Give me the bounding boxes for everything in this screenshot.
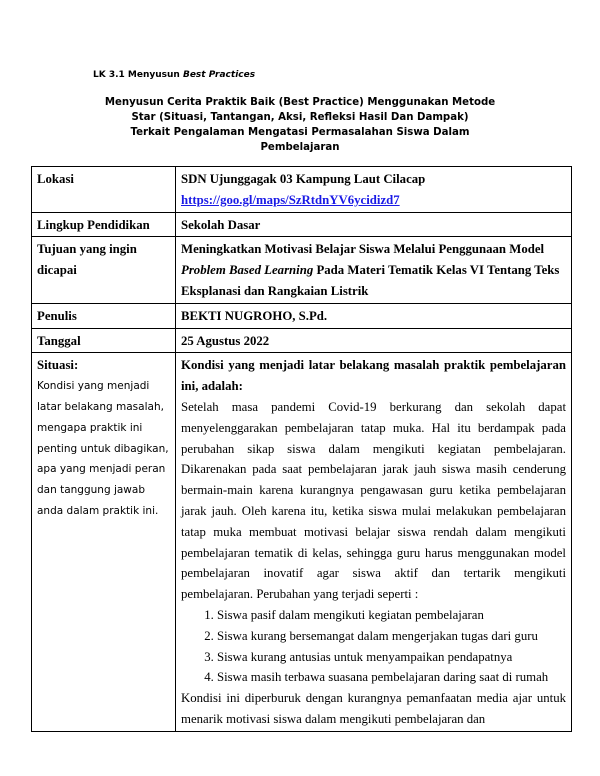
row-situasi [32,353,572,731]
title-line-2: Star (Situasi, Tantangan, Aksi, Refleksi Hasil Dan Dampak) [131,112,469,123]
tujuan-post: Pada Materi Tematik Kelas VI Tentang Teks Eksplanasi dan Rangkaian Listrik [181,263,560,298]
list-item: 2. Siswa kurang bersemangat dalam mengerjakan tugas dari guru [217,626,566,647]
situasi-paragraph: Setelah masa pandemi Covid-19 berkurang dan sekolah dapat menyelenggarakan pembelajaran tatap muka. Hal itu berdampak pada perubahan sikap siswa dalam mengikuti kegiatan pembelajaran. Dikarenakan pada saat pembelajaran jarak jauh siswa masih cenderung bermain-main karena kurangnya pengawasan guru ketika pembelajaran jarak jauh. Oleh karena itu, ketika siswa mulai melakukan pembelajaran tatap muka membuat motivasi belajar siswa rendah dalam mengikuti pembelajaran tematik di kelas, sehingga guru harus menggunakan model pembelajaran inovatif agar siswa aktif dan tertarik mengikuti pembelajaran. Perubahan yang terjadi seperti : [181,399,566,602]
worksheet-label [93,70,255,80]
row-lingkup [32,212,572,237]
row-lokasi [32,167,572,213]
school-name: SDN Ujunggagak 03 Kampung Laut Cilacap [181,172,426,186]
row-penulis [32,303,572,328]
label-penulis: Penulis [32,303,176,328]
row-tanggal [32,328,572,353]
situasi-list [181,605,566,688]
document-title [80,95,520,155]
title-line-3: Terkait Pengalaman Mengatasi Permasalahan Siswa Dalam [130,127,470,138]
label-situasi-cell [32,353,176,731]
value-lokasi [176,167,572,213]
label-tujuan: Tujuan yang ingin dicapai [32,237,176,303]
situasi-heading: Kondisi yang menjadi latar belakang masalah praktik pembelajaran ini, adalah: [181,358,566,394]
maps-link[interactable]: https://goo.gl/maps/SzRtdnYV6ycidizd7 [181,192,400,207]
title-line-1: Menyusun Cerita Praktik Baik (Best Practice) Menggunakan Metode [104,97,496,108]
label-lokasi: Lokasi [32,167,176,213]
tujuan-italic: Problem Based Learning [181,263,314,278]
label-tanggal: Tanggal [32,328,176,353]
value-penulis: BEKTI NUGROHO, S.Pd. [176,303,572,328]
label-lingkup: Lingkup Pendidikan [32,212,176,237]
list-item: 3. Siswa kurang antusias untuk menyampaikan pendapatnya [217,647,566,668]
value-tanggal: 25 Agustus 2022 [176,328,572,353]
list-item: 4. Siswa masih terbawa suasana pembelajaran daring saat di rumah [217,667,566,688]
row-tujuan [32,237,572,303]
title-line-4: Pembelajaran [260,142,340,153]
list-item: 1. Siswa pasif dalam mengikuti kegiatan pembelajaran [217,605,566,626]
worksheet-label-italic: Best Practices [182,70,256,80]
best-practice-table [31,166,572,732]
worksheet-label-prefix: LK 3.1 Menyusun [93,70,183,80]
situasi-closing: Kondisi ini diperburuk dengan kurangnya pemanfaatan media ajar untuk menarik motivasi siswa dalam mengikuti pembelajaran dan [181,691,566,726]
value-lingkup: Sekolah Dasar [176,212,572,237]
value-situasi [176,353,572,731]
tujuan-pre: Meningkatkan Motivasi Belajar Siswa Melalui Penggunaan Model [181,242,545,257]
situasi-description: Kondisi yang menjadi latar belakang masalah, mengapa praktik ini penting untuk dibagikan, apa yang menjadi peran dan tanggung jawab anda dalam praktik ini. [37,380,169,517]
label-situasi: Situasi: [37,358,79,373]
value-tujuan [176,237,572,303]
